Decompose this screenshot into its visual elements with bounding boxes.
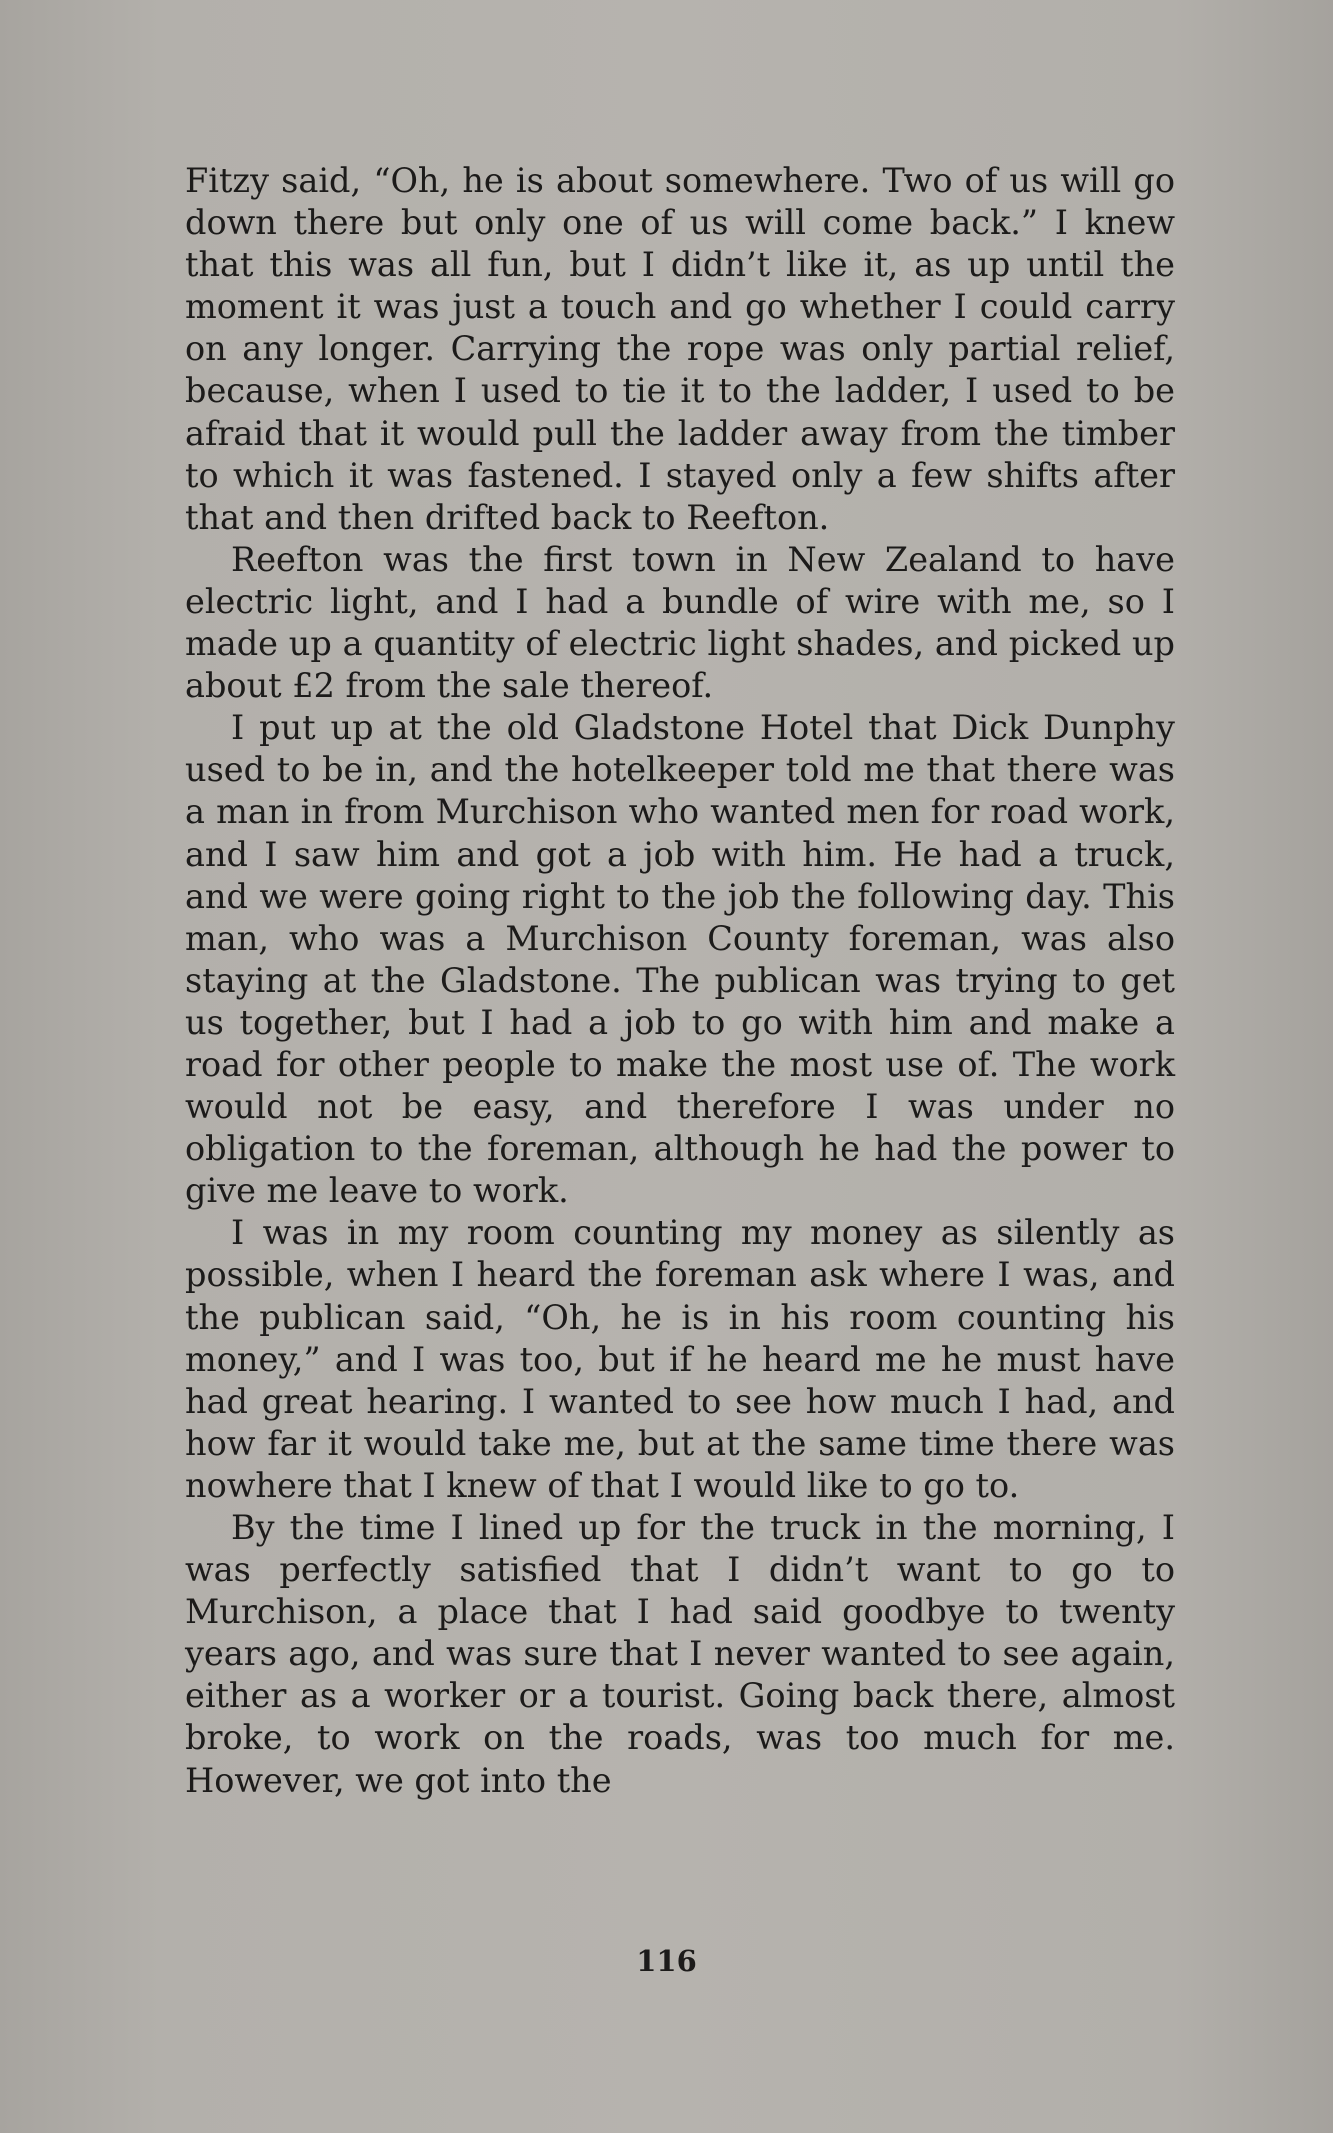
paragraph-5: By the time I lined up for the truck in the morning, I was perfectly satisfied that I didn’t want to go to Murchison, a place that I had said goodbye to twenty years ago, and was sure that I never wanted to see again, either as a worker or a tourist. Going back there, almost broke, to work on the roads, was too much for me. However, we got into the [185, 1508, 1175, 1800]
paragraph-4: I was in my room counting my money as silently as possible, when I heard the foreman ask where I was, and the publican said, “Oh, he is in his room counting his money,” and I was too, but if he heard me he must have had great hearing. I wanted to see how much I had, and how far it would take me, but at the same time there was nowhere that I knew of that I would like to go to. [185, 1213, 1175, 1505]
body-text [185, 160, 1175, 1802]
paragraph-1: Fitzy said, “Oh, he is about somewhere. Two of us will go down there but only one of us will come back.” I knew that this was all fun, but I didn’t like it, as up until the moment it was just a touch and go whether I could carry on any longer. Carrying the rope was only partial relief, because, when I used to tie it to the ladder, I used to be afraid that it would pull the ladder away from the timber to which it was fastened. I stayed only a few shifts after that and then drifted back to Reefton. [185, 161, 1175, 537]
paragraph-2: Reefton was the first town in New Zealand to have electric light, and I had a bundle of wire with me, so I made up a quantity of electric light shades, and picked up about £2 from the sale thereof. [185, 539, 1175, 706]
paragraph-3: I put up at the old Gladstone Hotel that Dick Dunphy used to be in, and the hotelkeeper told me that there was a man in from Murchison who wanted men for road work, and I saw him and got a job with him. He had a truck, and we were going right to the job the following day. This man, who was a Murchison County foreman, was also staying at the Gladstone. The publican was trying to get us together, but I had a job to go with him and make a road for other people to make the most use of. The work would not be easy, and therefore I was under no obligation to the foreman, although he had the power to give me leave to work. [185, 708, 1175, 1211]
page-number: 116 [636, 1944, 697, 1978]
